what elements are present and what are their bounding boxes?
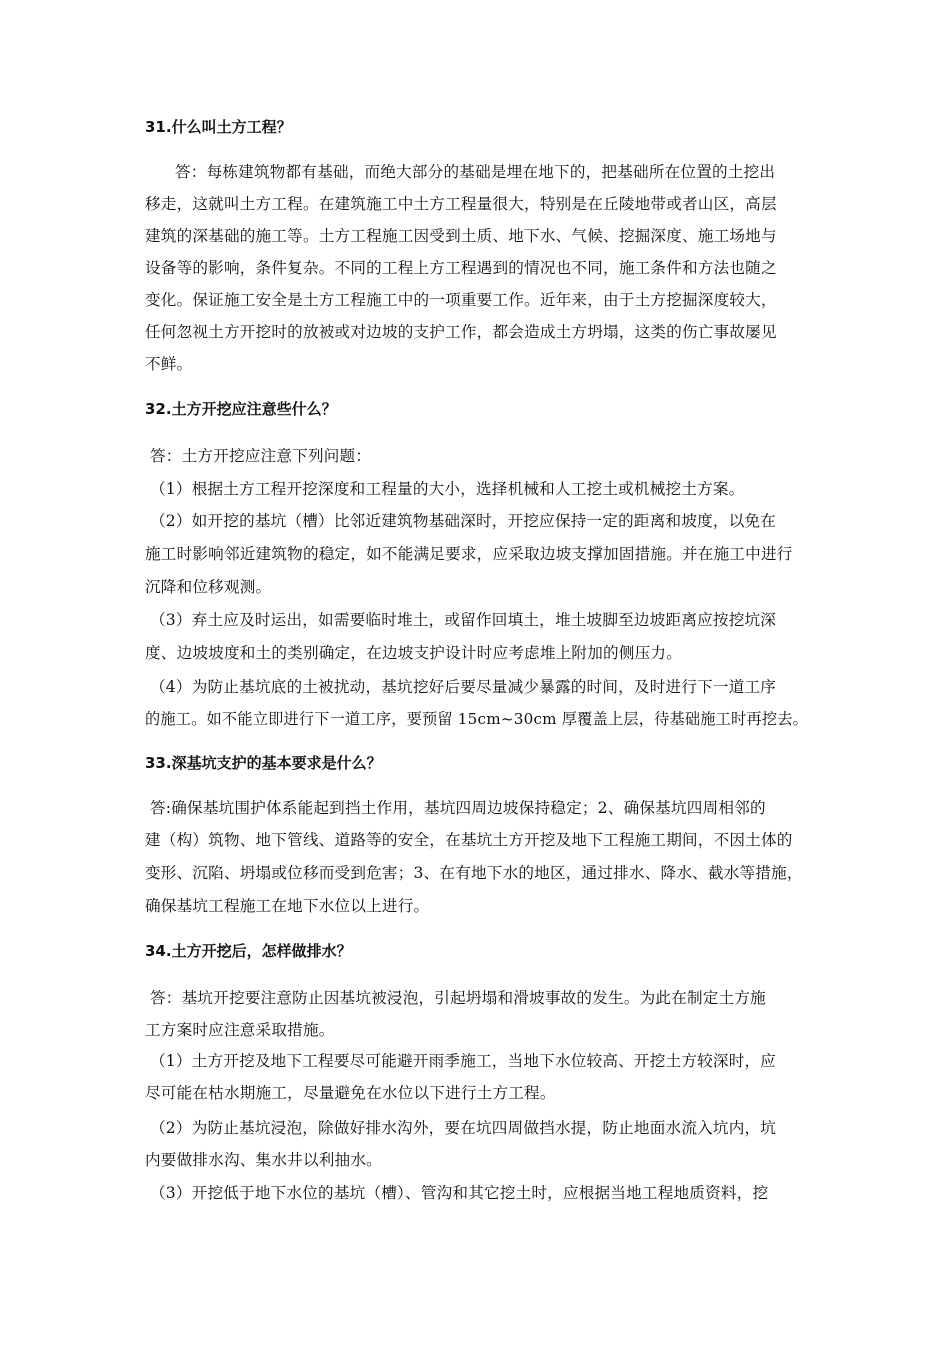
q34-answer-line: 工方案时应注意采取措施。: [145, 1021, 335, 1039]
q34-answer-line: 答：基坑开挖要注意防止因基坑被浸泡，引起坍塌和滑坡事故的发生。为此在制定土方施: [150, 989, 766, 1007]
q31-answer-line: 任何忽视土方开挖时的放被或对边坡的支护工作，都会造成土方坍塌，这类的伤亡事故屡见: [145, 323, 777, 341]
q32-answer-line: 沉降和位移观测。: [145, 578, 272, 596]
q32-answer-line: 的施工。如不能立即进行下一道工序，要预留 15cm~30cm 厚覆盖上层，待基础施工时再挖去。: [145, 710, 808, 728]
q32-answer-line: 度、边坡坡度和土的类别确定，在边坡支护设计时应考虑堆上附加的侧压力。: [145, 644, 682, 662]
q31-answer-line: 移走，这就叫土方工程。在建筑施工中土方工程量很大，特别是在丘陵地带或者山区，高层: [145, 195, 777, 213]
question-31-title: 31.什么叫土方工程？: [145, 118, 292, 136]
question-34-title: 34.土方开挖后，怎样做排水？: [145, 942, 352, 960]
q31-answer-line: 不鲜。: [145, 355, 193, 373]
q31-answer-line: 答：每栋建筑物都有基础，而绝大部分的基础是埋在地下的，把基础所在位置的土挖出: [175, 163, 776, 181]
q32-answer-line: 施工时影响邻近建筑物的稳定，如不能满足要求，应采取边坡支撑加固措施。并在施工中进行: [145, 545, 793, 563]
question-33-title: 33.深基坑支护的基本要求是什么？: [145, 754, 382, 772]
q34-answer-line: （1）土方开挖及地下工程要尽可能避开雨季施工，当地下水位较高、开挖土方较深时，应: [150, 1052, 777, 1070]
q34-answer-line: （3）开挖低于地下水位的基坑（槽）、管沟和其它挖土时，应根据当地工程地质资料，挖: [150, 1184, 769, 1202]
q31-answer-line: 变化。保证施工安全是土方工程施工中的一项重要工作。近年来，由于土方挖掘深度较大，: [145, 291, 777, 309]
q32-answer-line: （2）如开挖的基坑（槽）比邻近建筑物基础深时，开挖应保持一定的距离和坡度，以免在: [150, 512, 777, 530]
q32-answer-line: （3）弃土应及时运出，如需要临时堆土，或留作回填土，堆土坡脚至边坡距离应按挖坑深: [150, 611, 777, 629]
q31-answer-line: 设备等的影响，条件复杂。不同的工程上方工程遇到的情况也不同，施工条件和方法也随之: [145, 259, 777, 277]
q34-answer-line: 尽可能在枯水期施工，尽量避免在水位以下进行土方工程。: [145, 1084, 556, 1102]
q33-answer-line: 答:确保基坑围护体系能起到挡土作用，基坑四周边坡保持稳定；2、确保基坑四周相邻的: [150, 799, 766, 817]
q32-answer-line: （1）根据土方工程开挖深度和工程量的大小，选择机械和人工挖土或机械挖土方案。: [150, 480, 745, 498]
q34-answer-line: 内要做排水沟、集水井以利抽水。: [145, 1151, 382, 1169]
q33-answer-line: 建（构）筑物、地下管线、道路等的安全，在基坑土方开挖及地下工程施工期间，不因土体的: [145, 831, 793, 849]
q34-answer-line: （2）为防止基坑浸泡，除做好排水沟外，要在坑四周做挡水提，防止地面水流入坑内，坑: [150, 1119, 777, 1137]
q33-answer-line: 确保基坑工程施工在地下水位以上进行。: [145, 897, 430, 915]
q33-answer-line: 变形、沉陷、坍塌或位移而受到危害；3、在有地下水的地区，通过排水、降水、截水等措施，: [145, 864, 803, 882]
question-32-title: 32.土方开挖应注意些什么？: [145, 400, 337, 418]
q32-answer-line: （4）为防止基坑底的土被扰动，基坑挖好后要尽量减少暴露的时间，及时进行下一道工序: [150, 678, 777, 696]
q31-answer-line: 建筑的深基础的施工等。土方工程施工因受到土质、地下水、气候、挖掘深度、施工场地与: [145, 227, 777, 245]
q32-answer-line: 答：土方开挖应注意下列问题：: [150, 447, 372, 465]
